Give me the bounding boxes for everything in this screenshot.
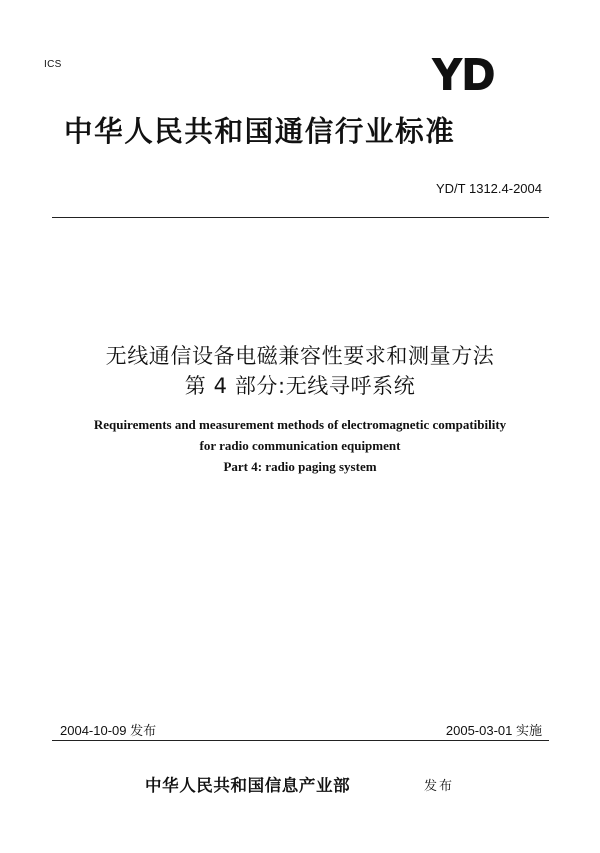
chinese-title-line-2: 第 4 部分:无线寻呼系统 bbox=[184, 374, 416, 398]
industry-standard-title: 中华人民共和国通信行业标准 bbox=[64, 115, 456, 148]
standard-number: YD/T 1312.4-2004 bbox=[436, 181, 542, 196]
bottom-divider bbox=[52, 740, 549, 741]
issuing-action: 发布 bbox=[424, 779, 455, 794]
issue-date: 2004-10-09 发布 bbox=[60, 723, 157, 738]
english-title-line-1: Requirements and measurement methods of electromagnetic compatibility bbox=[93, 417, 507, 432]
chinese-title-line-1: 无线通信设备电磁兼容性要求和测量方法 bbox=[105, 344, 495, 368]
issuing-authority: 中华人民共和国信息产业部 bbox=[145, 776, 351, 795]
implementation-date: 2005-03-01 实施 bbox=[445, 723, 542, 738]
top-divider bbox=[52, 217, 549, 218]
english-title-line-2: for radio communication equipment bbox=[199, 438, 401, 453]
svg-text:YD: YD bbox=[432, 52, 496, 96]
yd-logo bbox=[428, 52, 500, 96]
english-title-line-3: Part 4: radio paging system bbox=[223, 459, 377, 474]
ics-label: ICS bbox=[44, 59, 62, 70]
